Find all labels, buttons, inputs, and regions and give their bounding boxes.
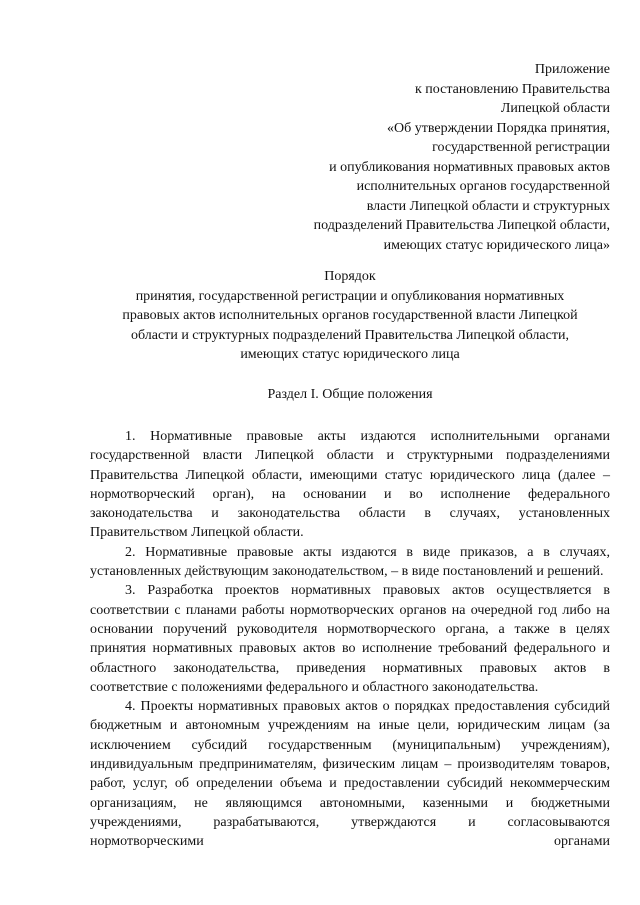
section-title: Раздел I. Общие положения: [267, 387, 433, 402]
title-line: имеющих статус юридического лица: [240, 347, 460, 362]
appendix-line: Липецкой области: [500, 101, 610, 116]
paragraph-3: 3. Разработка проектов нормативных правовых актов осуществляется в соответствии с планами работы нормотворческих органов на очередной год либо на основании поручений руководителя нормотворческого органа, а также в целях принятия нормативных правовых актов во исполнение требований федерального и областного законодательства, приведения нормативных правовых актов в соответствие с положениями федерального и областного законодательства.: [90, 583, 610, 695]
title-line: правовых актов исполнительных органов государственной власти Липецкой: [122, 308, 578, 323]
title-heading: Порядок: [324, 269, 376, 284]
title-line: области и структурных подразделений Правительства Липецкой области,: [131, 327, 569, 343]
appendix-line: подразделений Правительства Липецкой области,: [313, 218, 610, 233]
appendix-line: государственной регистрации: [432, 140, 610, 155]
document-body: [90, 427, 610, 852]
appendix-line: и опубликования нормативных правовых актов: [329, 159, 610, 175]
appendix-header: [190, 60, 610, 255]
document-title: [90, 267, 610, 365]
appendix-line: «Об утверждении Порядка принятия,: [386, 120, 610, 136]
appendix-line: власти Липецкой области и структурных: [366, 198, 610, 214]
appendix-line: Приложение: [534, 62, 610, 77]
title-line: принятия, государственной регистрации и опубликования нормативных: [135, 288, 565, 304]
appendix-line: имеющих статус юридического лица»: [383, 237, 610, 253]
paragraph-1: 1. Нормативные правовые акты издаются исполнительными органами государственной власти Липецкой области и структурными подразделениями Правительства Липецкой области, имеющими статус юридического лица (далее – нормотворческий орган), на основании и во исполнение федерального законодательства и законодательства области в случаях, установленных Правительством Липецкой области.: [90, 429, 610, 541]
appendix-line: к постановлению Правительства: [414, 81, 610, 97]
paragraph-2: 2. Нормативные правовые акты издаются в виде приказов, а в случаях, установленных действующим законодательством, – в виде постановлений и решений.: [90, 544, 610, 580]
paragraph-4: 4. Проекты нормативных правовых актов о порядках предоставления субсидий бюджетным и автономным учреждениям на иные цели, юридическим лицам (за исключением субсидий государственным (муниципальным) учреждениям), индивидуальным предпринимателям, физическим лицам – производителям товаров, работ, услуг, об определении объема и предоставлении субсидий некоммерческим организациям, не являющимся автономными, казенными и бюджетными учреждениями, разрабатываются, утверждаются и согласовываются нормотворческими органами: [90, 699, 610, 850]
appendix-line: исполнительных органов государственной: [356, 179, 610, 194]
